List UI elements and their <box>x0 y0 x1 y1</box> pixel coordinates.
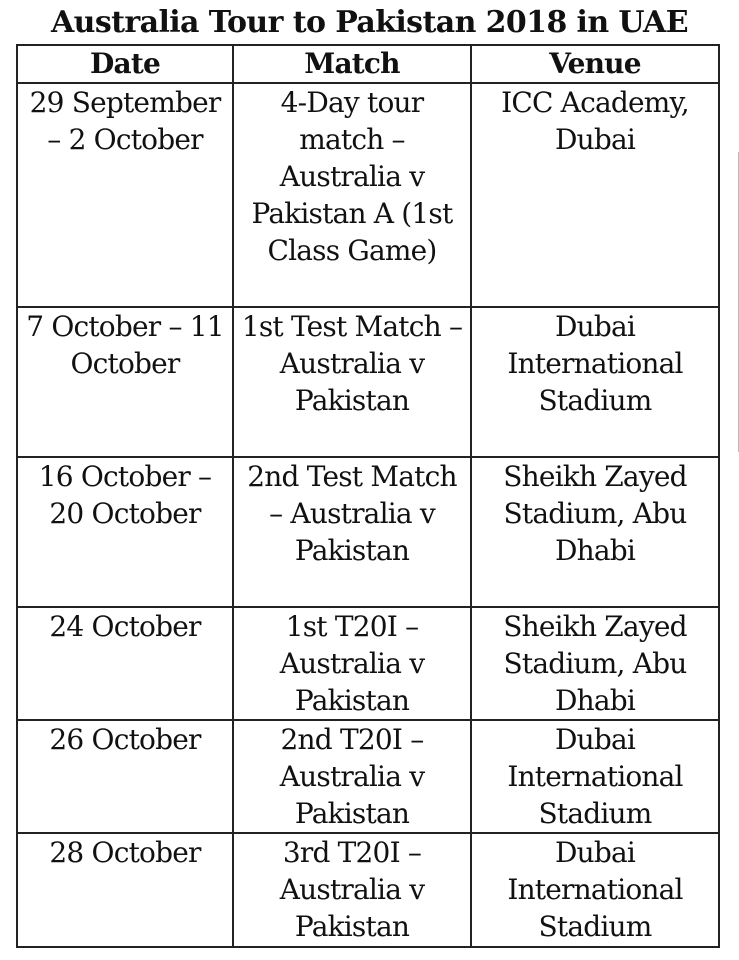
table-row <box>17 720 719 833</box>
header-row <box>17 45 719 83</box>
table-row <box>17 307 719 457</box>
cell-date: 29 September – 2 October <box>17 83 233 307</box>
cell-match: 1st T20I – Australia v Pakistan <box>233 607 471 720</box>
table-row <box>17 457 719 607</box>
cell-match: 4-Day tour match – Australia v Pakistan A (1st Class Game) <box>233 83 471 307</box>
header-match: Match <box>233 45 471 83</box>
table-row <box>17 833 719 947</box>
cell-venue: Dubai International Stadium <box>471 833 719 947</box>
cell-venue: Sheikh Zayed Stadium, Abu Dhabi <box>471 457 719 607</box>
header-date: Date <box>17 45 233 83</box>
table-row <box>17 607 719 720</box>
cell-date: 24 October <box>17 607 233 720</box>
cell-match: 3rd T20I – Australia v Pakistan <box>233 833 471 947</box>
cell-venue: Dubai International Stadium <box>471 720 719 833</box>
cell-venue: Sheikh Zayed Stadium, Abu Dhabi <box>471 607 719 720</box>
header-venue: Venue <box>471 45 719 83</box>
page-title: Australia Tour to Pakistan 2018 in UAE <box>50 5 688 40</box>
cell-match: 1st Test Match – Australia v Pakistan <box>233 307 471 457</box>
cell-match: 2nd T20I – Australia v Pakistan <box>233 720 471 833</box>
cell-date: 28 October <box>17 833 233 947</box>
cell-venue: Dubai International Stadium <box>471 307 719 457</box>
schedule-table <box>16 44 720 948</box>
cell-match: 2nd Test Match – Australia v Pakistan <box>233 457 471 607</box>
cell-venue: ICC Academy, Dubai <box>471 83 719 307</box>
cell-date: 26 October <box>17 720 233 833</box>
cell-date: 7 October – 11 October <box>17 307 233 457</box>
table-row <box>17 83 719 307</box>
cell-date: 16 October – 20 October <box>17 457 233 607</box>
